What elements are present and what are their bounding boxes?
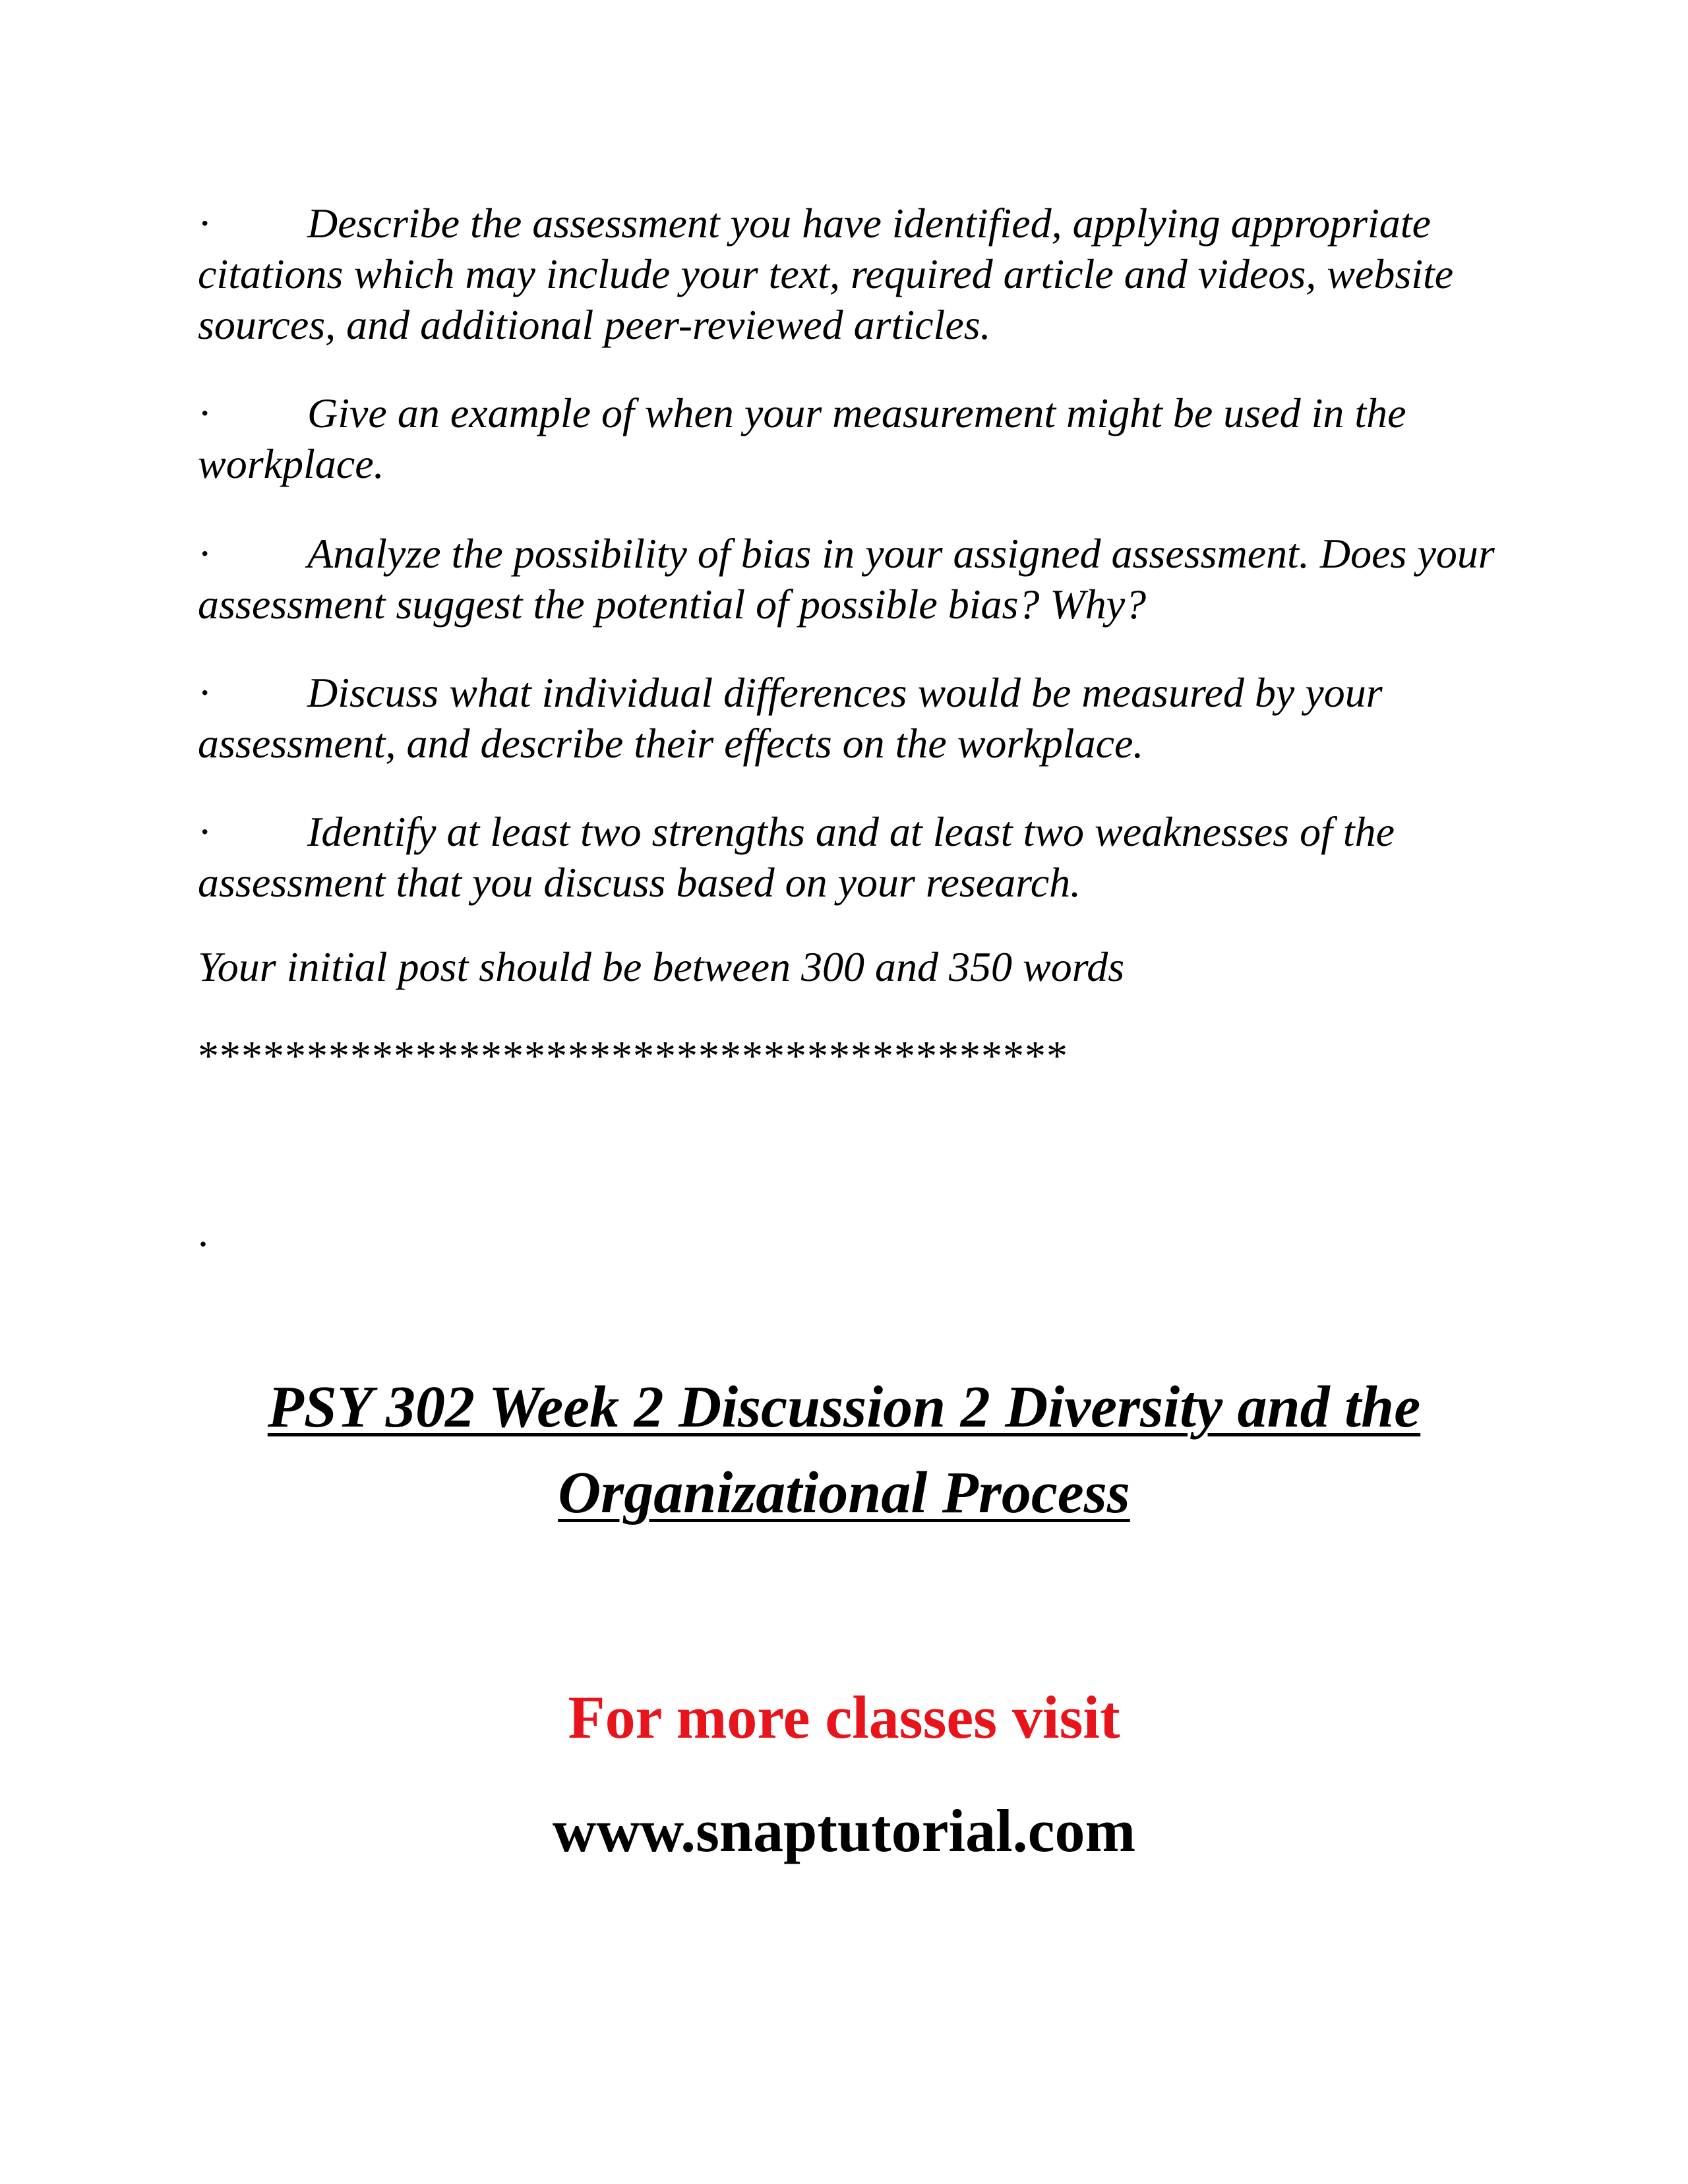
bullet-marker: · xyxy=(198,808,212,855)
bullet-marker: · xyxy=(198,530,212,577)
bullet-item-analyze-bias xyxy=(198,528,1517,630)
bullet-item-individual-differences xyxy=(198,667,1517,769)
bullet-marker: · xyxy=(198,669,212,716)
course-title: PSY 302 Week 2 Discussion 2 Diversity and the Organizational Process xyxy=(267,1374,1421,1525)
bullet-list xyxy=(198,198,1517,945)
bullet-item-strengths-weaknesses xyxy=(198,806,1517,908)
bullet-item-workplace-example xyxy=(198,388,1517,489)
bullet-text: Discuss what individual differences would be measured by your assessment, and describe their effects on the workplace. xyxy=(198,669,1383,767)
word-count-note: Your initial post should be between 300 and 350 words xyxy=(198,943,1125,990)
asterisk-separator: **************************************** xyxy=(198,1032,1068,1079)
bullet-marker: · xyxy=(198,390,212,436)
bullet-text: Describe the assessment you have identified, applying appropriate citations which may include your text, required article and videos, website sources, and additional peer-reviewed articles. xyxy=(198,200,1454,348)
bullet-text: Give an example of when your measurement might be used in the workplace. xyxy=(198,390,1406,487)
bullet-item-describe-assessment xyxy=(198,198,1517,350)
bullet-marker: · xyxy=(198,200,212,247)
stray-dot: . xyxy=(198,1208,208,1255)
bullet-text: Identify at least two strengths and at least two weaknesses of the assessment that you discuss based on your research. xyxy=(198,808,1395,906)
bullet-text: Analyze the possibility of bias in your assigned assessment. Does your assessment suggest the potential of possible bias? Why? xyxy=(198,530,1495,628)
website-text: www.snaptutorial.com xyxy=(552,1797,1136,1864)
promo-text: For more classes visit xyxy=(568,1684,1120,1751)
